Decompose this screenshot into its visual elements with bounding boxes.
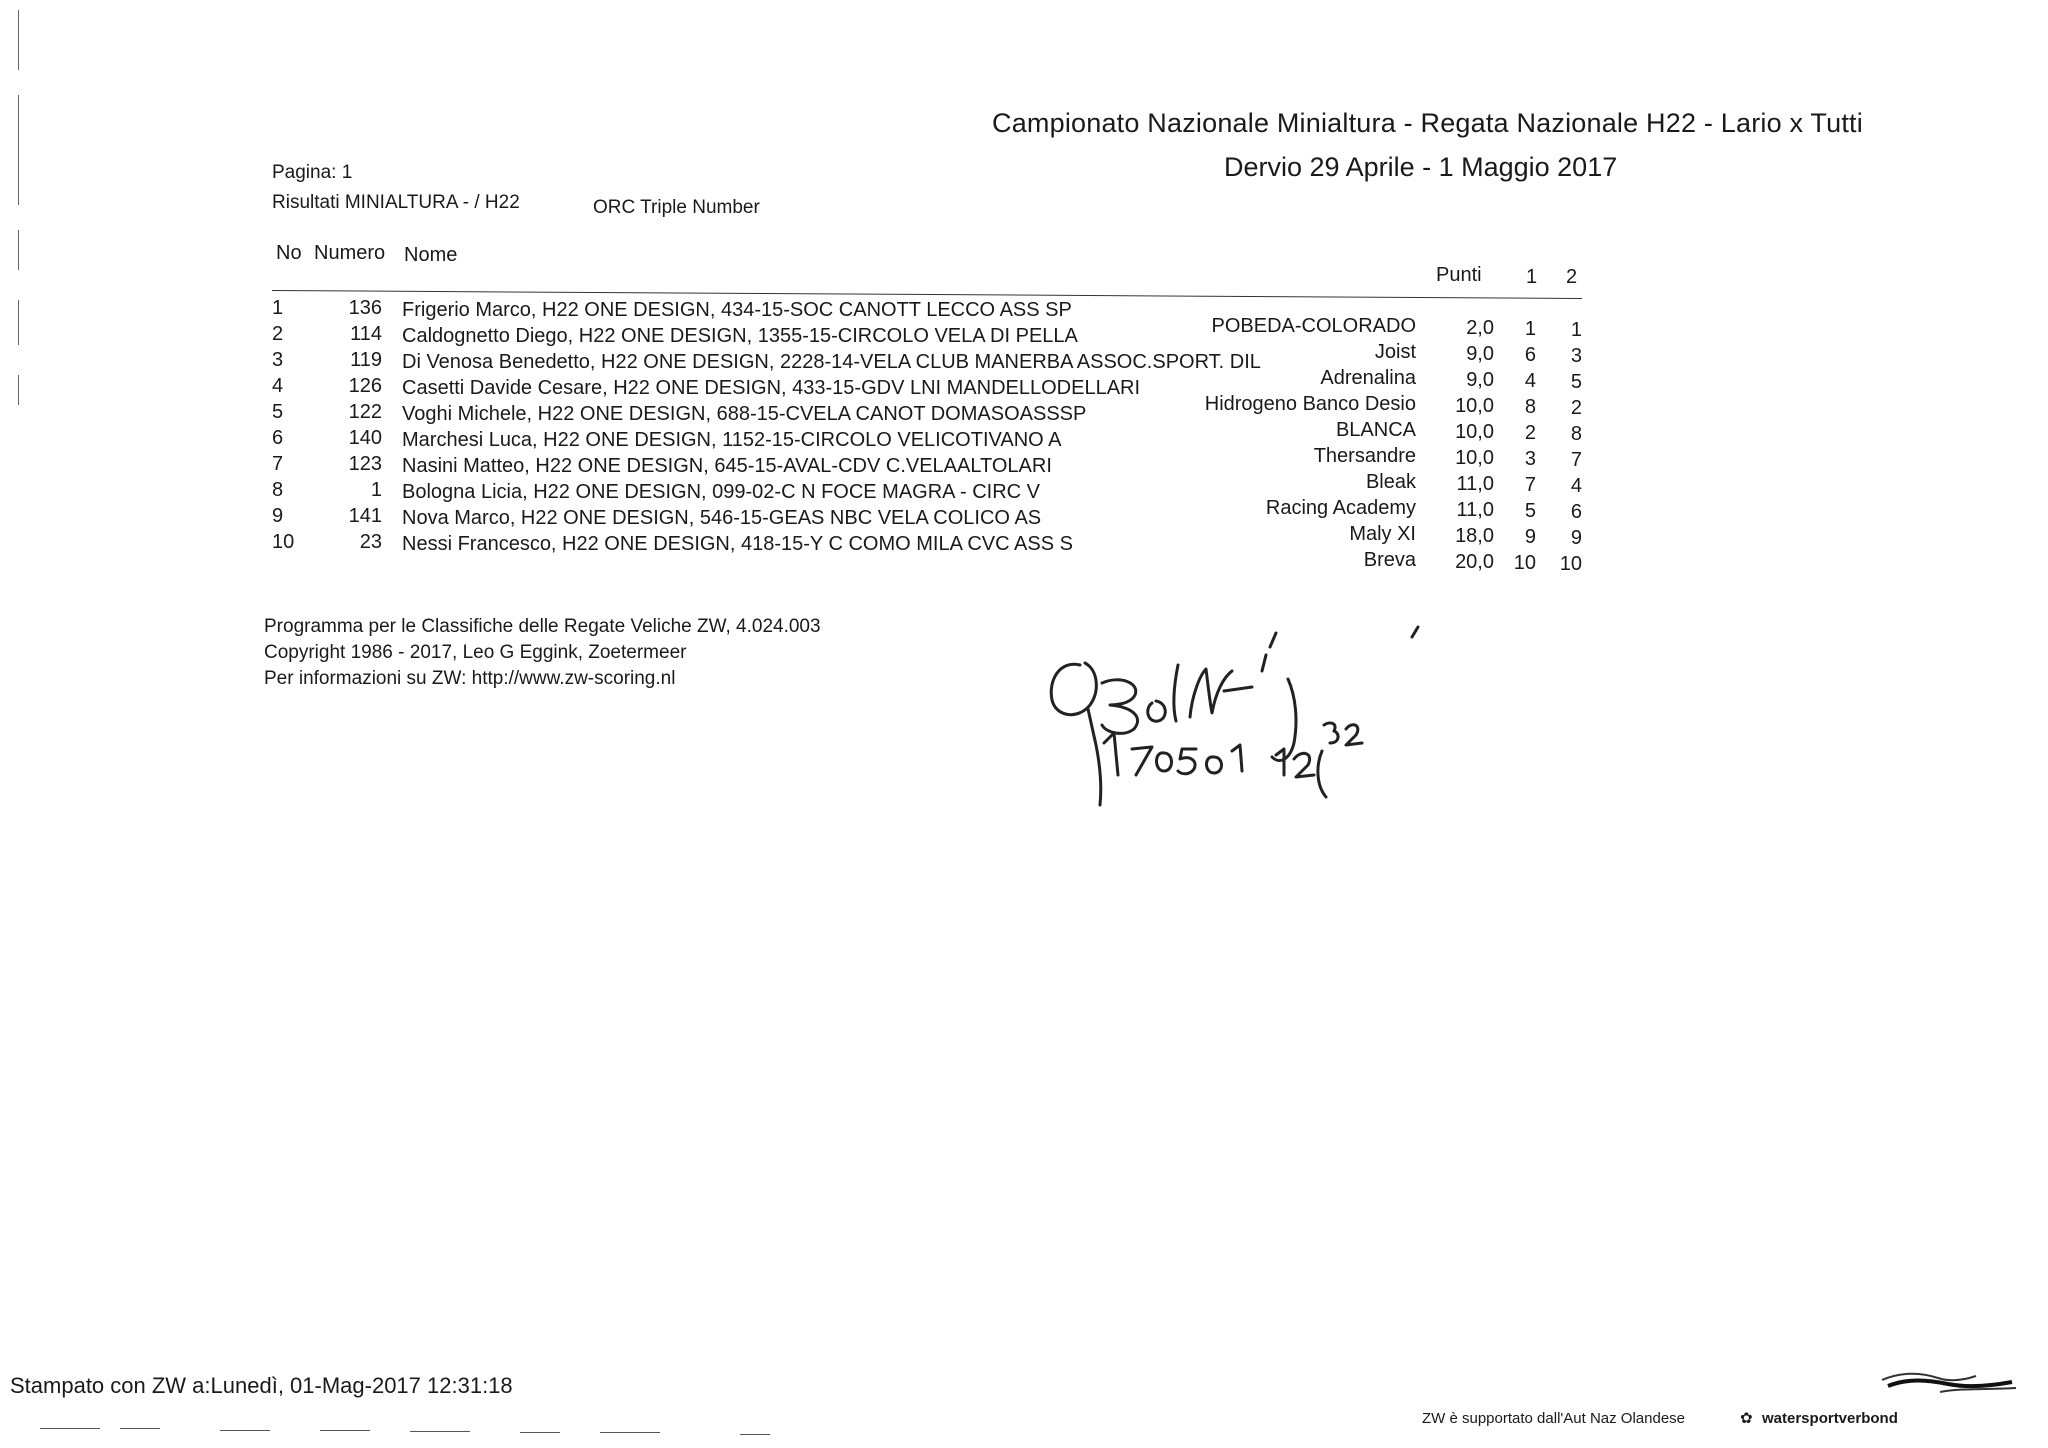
results-label: Risultati MINIALTURA - / H22 <box>272 192 520 213</box>
row-nome: Di Venosa Benedetto, H22 ONE DESIGN, 2228-14-VELA CLUB MANERBA ASSOC.SPORT. DIL <box>402 351 1261 373</box>
row-race1: 10 <box>1513 552 1536 574</box>
scan-artifact <box>18 95 19 205</box>
row-punti: 9,0 <box>1466 369 1494 391</box>
row-no: 1 <box>272 297 284 319</box>
software-info-line2: Copyright 1986 - 2017, Leo G Eggink, Zoetermeer <box>264 642 687 663</box>
row-nome: Marchesi Luca, H22 ONE DESIGN, 1152-15-CIRCOLO VELICOTIVANO A <box>402 429 1062 451</box>
row-race1: 7 <box>1524 474 1536 496</box>
row-punti: 10,0 <box>1455 395 1494 417</box>
row-no: 7 <box>272 453 284 475</box>
row-barca: Thersandre <box>1313 445 1416 467</box>
row-numero: 23 <box>359 531 382 553</box>
row-race2: 2 <box>1570 397 1582 419</box>
row-race1: 9 <box>1524 526 1536 548</box>
row-punti: 11,0 <box>1456 473 1494 495</box>
row-barca: POBEDA-COLORADO <box>1211 315 1416 337</box>
column-header-race1: 1 <box>1526 266 1538 288</box>
scan-artifact <box>410 1431 470 1432</box>
row-no: 3 <box>272 349 284 371</box>
print-timestamp: Stampato con ZW a:Lunedì, 01-Mag-2017 12:31:18 <box>10 1373 513 1398</box>
row-barca: Maly XI <box>1349 523 1416 545</box>
row-barca: Racing Academy <box>1265 497 1416 519</box>
software-info-line3: Per informazioni su ZW: http://www.zw-scoring.nl <box>264 668 676 689</box>
row-no: 10 <box>272 531 295 553</box>
row-race1: 3 <box>1524 448 1536 470</box>
row-race2: 5 <box>1570 371 1582 393</box>
column-header-numero: Numero <box>314 242 386 264</box>
brand-name: watersportverbond <box>1762 1410 1898 1427</box>
row-numero: 140 <box>348 427 382 449</box>
row-race1: 4 <box>1524 370 1536 392</box>
scan-artifact <box>520 1432 560 1433</box>
scan-artifact <box>600 1432 660 1433</box>
row-no: 2 <box>272 323 284 345</box>
row-punti: 11,0 <box>1456 499 1494 521</box>
row-nome: Caldognetto Diego, H22 ONE DESIGN, 1355-15-CIRCOLO VELA DI PELLA <box>402 325 1078 347</box>
scan-artifact <box>220 1430 270 1431</box>
row-no: 5 <box>272 401 284 423</box>
row-numero: 122 <box>348 401 382 423</box>
column-header-punti: Punti <box>1436 264 1482 286</box>
software-info-line1: Programma per le Classifiche delle Regate Veliche ZW, 4.024.003 <box>264 616 821 637</box>
row-race2: 10 <box>1559 553 1582 575</box>
row-nome: Nessi Francesco, H22 ONE DESIGN, 418-15-Y C COMO MILA CVC ASS S <box>402 533 1073 555</box>
row-race2: 6 <box>1570 501 1582 523</box>
flower-icon: ✿ <box>1740 1410 1753 1427</box>
table-row <box>0 531 2048 575</box>
scan-artifact <box>18 10 19 70</box>
row-race2: 1 <box>1570 319 1582 341</box>
row-race1: 6 <box>1524 344 1536 366</box>
row-barca: Hidrogeno Banco Desio <box>1204 393 1416 415</box>
document-title: Campionato Nazionale Minialtura - Regata Nazionale H22 - Lario x Tutti <box>992 108 1863 138</box>
watersportverbond-logo <box>1880 1368 2020 1402</box>
row-punti: 10,0 <box>1455 421 1494 443</box>
row-barca: Bleak <box>1365 471 1416 493</box>
row-no: 4 <box>272 375 284 397</box>
row-numero: 1 <box>370 479 382 501</box>
row-numero: 119 <box>350 349 382 371</box>
rating-system: ORC Triple Number <box>593 197 760 218</box>
column-header-nome: Nome <box>404 244 458 266</box>
row-numero: 136 <box>348 297 382 319</box>
row-numero: 141 <box>348 505 382 527</box>
row-barca: Joist <box>1374 341 1416 363</box>
row-numero: 123 <box>348 453 382 475</box>
row-punti: 20,0 <box>1455 551 1494 573</box>
scan-artifact <box>120 1428 160 1429</box>
row-nome: Nasini Matteo, H22 ONE DESIGN, 645-15-AVAL-CDV C.VELAALTOLARI <box>402 455 1052 477</box>
document-subtitle: Dervio 29 Aprile - 1 Maggio 2017 <box>1224 152 1618 182</box>
row-race1: 1 <box>1524 318 1536 340</box>
row-race1: 8 <box>1524 396 1536 418</box>
handwritten-signature <box>1040 625 1440 815</box>
row-nome: Nova Marco, H22 ONE DESIGN, 546-15-GEAS NBC VELA COLICO AS <box>402 507 1042 529</box>
row-punti: 9,0 <box>1466 343 1494 365</box>
row-barca: Breva <box>1363 549 1416 571</box>
scan-artifact <box>320 1430 370 1431</box>
scan-artifact <box>40 1428 100 1429</box>
row-numero: 114 <box>350 323 382 345</box>
row-race2: 9 <box>1570 527 1582 549</box>
row-barca: BLANCA <box>1335 419 1416 441</box>
column-header-race2: 2 <box>1566 266 1578 288</box>
row-nome: Voghi Michele, H22 ONE DESIGN, 688-15-CVELA CANOT DOMASOASSSP <box>402 403 1087 425</box>
row-no: 8 <box>272 479 284 501</box>
page-number: Pagina: 1 <box>272 162 353 183</box>
row-race2: 8 <box>1570 423 1582 445</box>
row-numero: 126 <box>348 375 382 397</box>
row-race1: 2 <box>1524 422 1536 444</box>
column-header-no: No <box>276 242 302 264</box>
row-punti: 10,0 <box>1455 447 1494 469</box>
row-no: 9 <box>272 505 284 527</box>
row-race2: 7 <box>1570 449 1582 471</box>
support-text: ZW è supportato dall'Aut Naz Olandese <box>1422 1410 1685 1427</box>
scan-artifact <box>740 1434 770 1435</box>
row-nome: Bologna Licia, H22 ONE DESIGN, 099-02-C N FOCE MAGRA - CIRC V <box>402 481 1040 503</box>
row-barca: Adrenalina <box>1320 367 1416 389</box>
row-punti: 2,0 <box>1466 317 1494 339</box>
row-race2: 3 <box>1570 345 1582 367</box>
row-punti: 18,0 <box>1455 525 1494 547</box>
row-race1: 5 <box>1524 500 1536 522</box>
row-race2: 4 <box>1570 475 1582 497</box>
row-nome: Casetti Davide Cesare, H22 ONE DESIGN, 433-15-GDV LNI MANDELLODELLARI <box>402 377 1141 399</box>
row-nome: Frigerio Marco, H22 ONE DESIGN, 434-15-SOC CANOTT LECCO ASS SP <box>402 299 1072 321</box>
scan-artifact <box>18 230 19 270</box>
row-no: 6 <box>272 427 284 449</box>
